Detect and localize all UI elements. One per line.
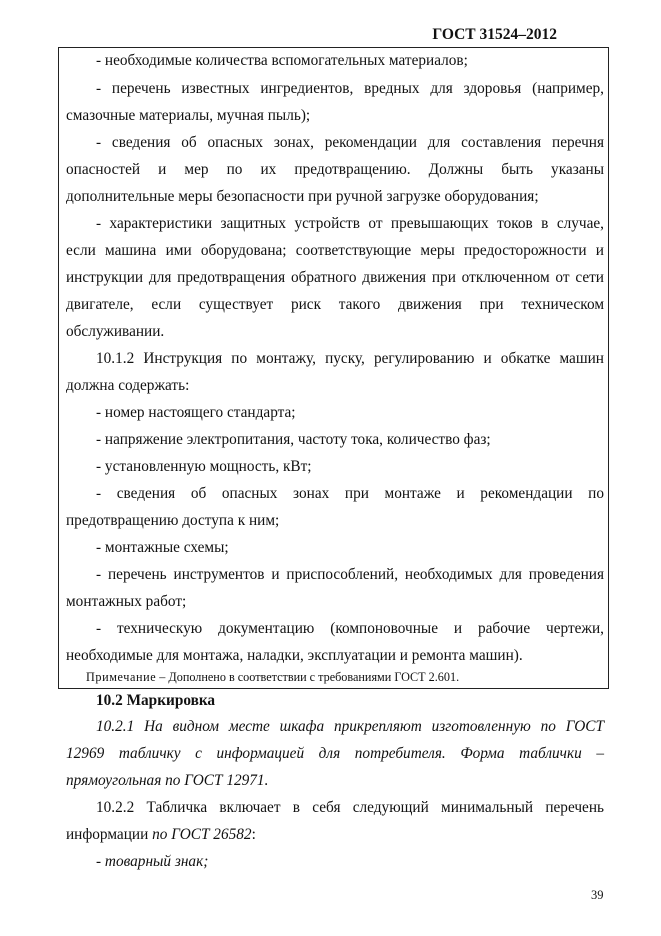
text-line: - перечень инструментов и приспособлений, необходимых для проведения bbox=[96, 566, 604, 583]
text-line: - установленную мощность, кВт; bbox=[96, 458, 312, 475]
section-heading: 10.2 Маркировка bbox=[96, 692, 216, 709]
text-line: обслуживании. bbox=[66, 323, 165, 340]
text-line: инструкции для предотвращения обратного движения при отключенном от сети bbox=[66, 269, 604, 286]
text-line: если машина ими оборудована; соответствующие меры предосторожности и bbox=[66, 242, 604, 259]
text-line: предотвращению доступа к ним; bbox=[66, 512, 280, 529]
text-line: - перечень известных ингредиентов, вредных для здоровья (например, bbox=[96, 80, 604, 97]
text-line: - номер настоящего стандарта; bbox=[96, 404, 296, 421]
note-line bbox=[86, 668, 459, 686]
text-line: дополнительные меры безопасности при ручной загрузке оборудования; bbox=[66, 188, 539, 205]
text-line bbox=[66, 826, 256, 844]
text-line: опасностей и мер по их предотвращению. Должны быть указаны bbox=[66, 161, 604, 178]
text-span: : bbox=[251, 826, 256, 843]
document-code: ГОСТ 31524–2012 bbox=[432, 26, 557, 43]
list-item: - товарный знак; bbox=[96, 853, 209, 870]
text-line: монтажных работ; bbox=[66, 593, 187, 610]
text-span: информации bbox=[66, 826, 153, 843]
text-line: необходимые для монтажа, наладки, эксплуатации и ремонта машин). bbox=[66, 647, 523, 664]
text-line: 10.2.2 Табличка включает в себя следующий минимальный перечень bbox=[96, 799, 604, 816]
text-line: двигателе, если существует риск такого движения при техническом bbox=[66, 296, 604, 313]
text-line: прямоугольная по ГОСТ 12971. bbox=[66, 772, 269, 789]
text-line: 12969 табличку с информацией для потребителя. Форма таблички – bbox=[66, 745, 604, 762]
standard-reference: по ГОСТ 26582 bbox=[152, 826, 252, 843]
text-line: смазочные материалы, мучная пыль); bbox=[66, 107, 311, 124]
text-line: должна содержать: bbox=[66, 377, 190, 394]
text-line: - техническую документацию (компоновочные и рабочие чертежи, bbox=[96, 620, 604, 637]
text-line: 10.1.2 Инструкция по монтажу, пуску, регулированию и обкатке машин bbox=[96, 350, 604, 367]
note-text: – Дополнено в соответствии с требованиями ГОСТ 2.601. bbox=[156, 670, 460, 684]
note-label: Примечание bbox=[86, 670, 157, 684]
text-line: - монтажные схемы; bbox=[96, 539, 229, 556]
page-number: 39 bbox=[591, 888, 604, 902]
text-line: - напряжение электропитания, частоту тока, количество фаз; bbox=[96, 431, 491, 448]
text-line: - характеристики защитных устройств от превышающих токов в случае, bbox=[96, 215, 604, 232]
text-line: - необходимые количества вспомогательных материалов; bbox=[96, 52, 468, 69]
text-line: - сведения об опасных зонах, рекомендации для составления перечня bbox=[96, 134, 604, 151]
text-line: 10.2.1 На видном месте шкафа прикрепляют изготовленную по ГОСТ bbox=[96, 718, 604, 735]
text-line: - сведения об опасных зонах при монтаже и рекомендации по bbox=[96, 485, 604, 502]
